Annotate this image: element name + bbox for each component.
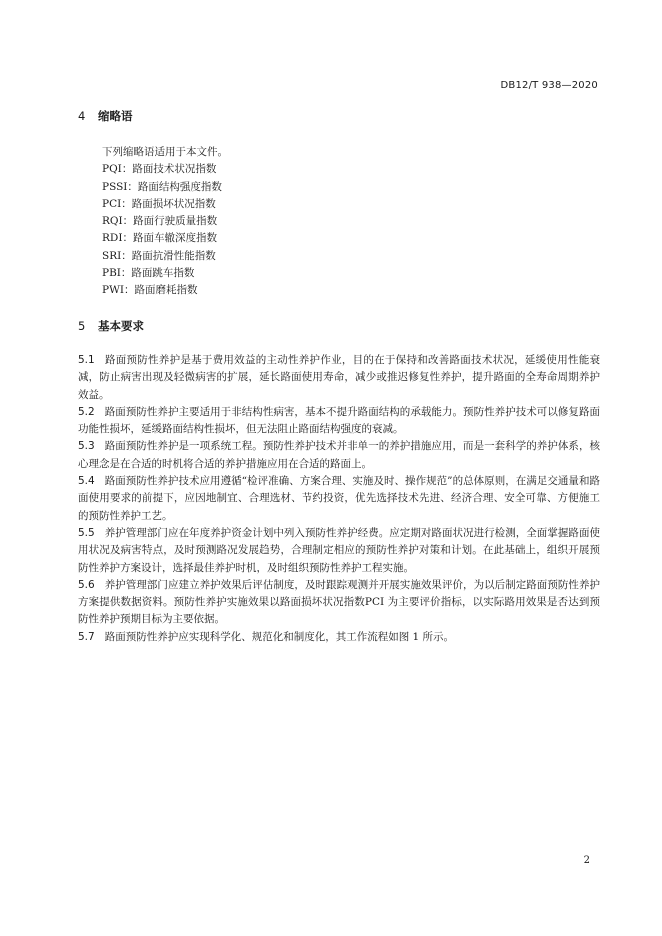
- clause-5-3: [78, 438, 600, 473]
- clause-number: 5.4: [78, 475, 95, 488]
- abbreviation-item: RDI：路面车辙深度指数: [102, 232, 217, 245]
- abbreviation-list: [102, 144, 228, 300]
- clause-number: 5.3: [78, 440, 95, 453]
- requirements-clauses: [78, 352, 600, 646]
- abbreviation-item: PCI：路面损坏状况指数: [102, 197, 216, 210]
- clause-5-4: [78, 473, 600, 525]
- clause-5-7: [78, 629, 600, 646]
- abbreviation-item: SRI：路面抗滑性能指数: [102, 249, 216, 262]
- section-4-heading: [78, 108, 133, 124]
- section-4-number: 4: [78, 109, 86, 123]
- clause-text: 养护管理部门应在年度养护资金计划中列入预防性养护经费。应定期对路面状况进行检测，全面掌握路面使用状况及病害特点，及时预测路况发展趋势，合理制定相应的预防性养护对策和计划。在此基础上，组织开展预防性养护方案设计，选择最佳养护时机，及时组织预防性养护工程实施。: [78, 526, 600, 574]
- clause-number: 5.5: [78, 526, 95, 539]
- clause-text: 路面预防性养护技术应用遵循“检评准确、方案合理、实施及时、操作规范”的总体原则，在满足交通量和路面使用要求的前提下，应因地制宜、合理选材、节约投资，优先选择技术先进、经济合理、安全可靠、方便施工的预防性养护工艺。: [78, 475, 600, 522]
- clause-5-5: [78, 525, 600, 577]
- abbreviation-item: PWI：路面磨耗指数: [102, 284, 198, 297]
- section-5-heading: [78, 318, 144, 334]
- abbreviation-item: PBI：路面跳车指数: [102, 267, 195, 280]
- abbreviation-item: PSSI：路面结构强度指数: [102, 180, 222, 193]
- clause-number: 5.1: [78, 354, 95, 366]
- clause-text: 路面预防性养护主要适用于非结构性病害，基本不提升路面结构的承载能力。预防性养护技术可以修复路面功能性损坏，延缓路面结构性损坏，但无法阻止路面结构强度的衰减。: [78, 405, 600, 436]
- clause-number: 5.6: [78, 578, 95, 591]
- clause-5-2: [78, 404, 600, 439]
- clause-text: 养护管理部门应建立养护效果后评估制度，及时跟踪观测并开展实施效果评价，为以后制定路面预防性养护方案提供数据资料。预防性养护实施效果以路面损坏状况指数PCI 为主要评价指标，以实际路用效果是否达到预防性养护预期目标为主要依据。: [78, 578, 600, 626]
- abbreviation-item: RQI：路面行驶质量指数: [102, 215, 218, 228]
- section-4-title: 缩略语: [98, 109, 133, 123]
- clause-number: 5.2: [78, 405, 95, 418]
- clause-text: 路面预防性养护是基于费用效益的主动性养护作业，目的在于保持和改善路面技术状况，延缓使用性能衰减，防止病害出现及轻微病害的扩展，延长路面使用寿命，减少或推迟修复性养护，提升路面的全寿命周期养护效益。: [78, 354, 600, 401]
- standard-code: DB12/T 938—2020: [500, 80, 598, 91]
- clause-text: 路面预防性养护应实现科学化、规范化和制度化，其工作流程如图 1 所示。: [104, 630, 455, 643]
- clause-5-6: [78, 577, 600, 629]
- clause-text: 路面预防性养护是一项系统工程。预防性养护技术并非单一的养护措施应用，而是一套科学的养护体系，核心理念是在合适的时机将合适的养护措施应用在合适的路面上。: [78, 440, 600, 470]
- abbreviation-item: PQI：路面技术状况指数: [102, 163, 217, 176]
- section-5-title: 基本要求: [98, 319, 144, 333]
- clause-number: 5.7: [78, 630, 95, 643]
- abbreviation-intro: 下列缩略语适用于本文件。: [102, 146, 228, 158]
- clause-5-1: [78, 352, 600, 404]
- page-number: 2: [583, 855, 590, 866]
- section-5-number: 5: [78, 319, 86, 333]
